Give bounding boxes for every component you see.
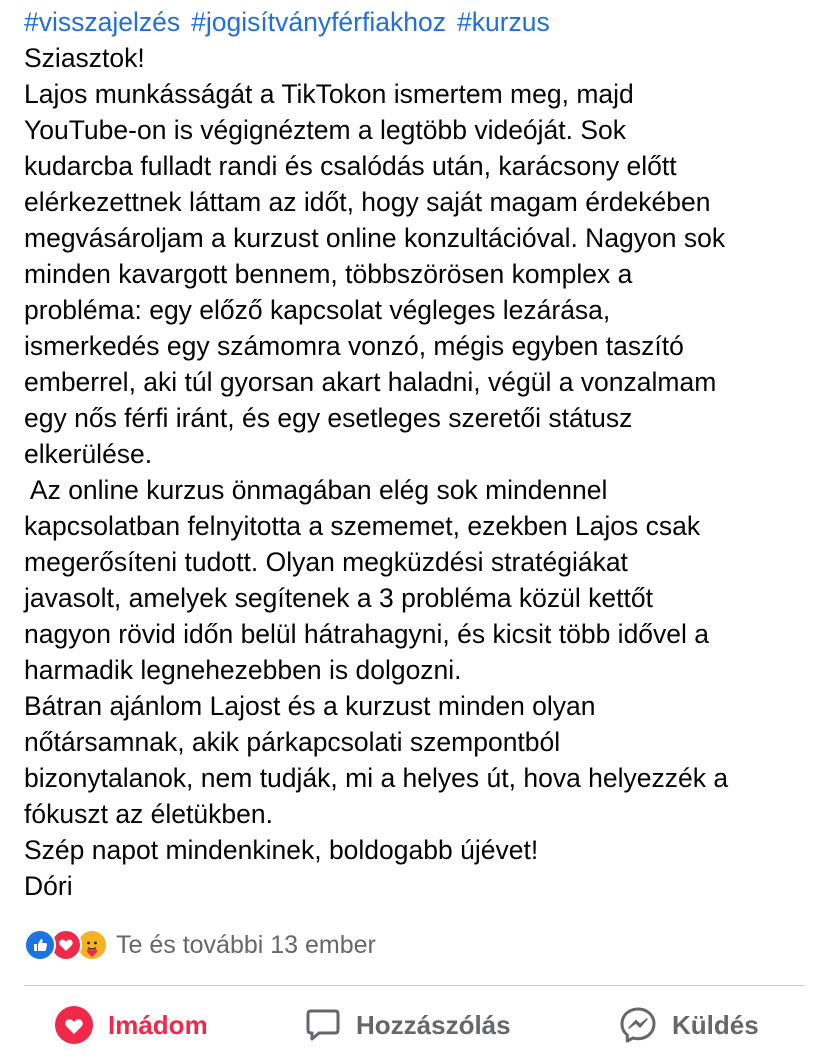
hashtag-link[interactable]: #kurzus xyxy=(456,7,550,37)
post-text-line: Az online kurzus önmagában elég sok mindennel xyxy=(24,475,608,505)
messenger-icon xyxy=(618,1005,658,1045)
post-text-line: egy nős férfi iránt, és egy esetleges szeretői státusz xyxy=(24,403,633,433)
post-text-line: emberrel, aki túl gyorsan akart haladni, végül a vonzalmam xyxy=(24,367,717,397)
post-text-line: ismerkedés egy számomra vonzó, mégis egyben taszító xyxy=(24,331,684,361)
post-text-line: harmadik legnehezebben is dolgozni. xyxy=(24,655,462,685)
post-text-line: kapcsolatban felnyitotta a szememet, ezekben Lajos csak xyxy=(24,511,701,541)
reactions-summary[interactable] xyxy=(24,927,376,963)
post-text-line: javasolt, amelyek segítenek a 3 probléma közül kettőt xyxy=(24,583,653,613)
post-text-line: elérkezettnek láttam az időt, hogy saját magam érdekében xyxy=(24,187,711,217)
post-text-line: megvásároljam a kurzust online konzultációval. Nagyon sok xyxy=(24,223,726,253)
post-text-line: elkerülése. xyxy=(24,439,153,469)
post-text xyxy=(24,40,814,904)
heart-icon xyxy=(54,1005,94,1045)
post-text-line: Sziasztok! xyxy=(24,43,145,73)
hashtag-row xyxy=(24,4,814,40)
love-reaction-button[interactable] xyxy=(54,994,208,1056)
action-bar xyxy=(24,994,805,1056)
hashtag-link[interactable]: #visszajelzés xyxy=(24,7,181,37)
reaction-count: Te és további 13 ember xyxy=(116,930,376,959)
love-reaction-label: Imádom xyxy=(108,1009,208,1040)
post-text-line: Szép napot mindenkinek, boldogabb újévet! xyxy=(24,835,539,865)
post-text-line: probléma: egy előző kapcsolat végleges lezárása, xyxy=(24,295,611,325)
post-text-line: YouTube-on is végignéztem a legtöbb videóját. Sok xyxy=(24,115,627,145)
post-content xyxy=(24,4,814,904)
comment-label: Hozzászólás xyxy=(356,1009,511,1040)
post-signature: Dóri xyxy=(24,871,73,901)
post-text-line: minden kavargott bennem, többszörösen komplex a xyxy=(24,259,633,289)
send-label: Küldés xyxy=(672,1009,759,1040)
post-text-line: megerősíteni tudott. Olyan megküzdési stratégiákat xyxy=(24,547,628,577)
like-icon xyxy=(24,929,56,961)
post-text-line: fókuszt az életükben. xyxy=(24,799,273,829)
post-text-line: kudarcba fulladt randi és csalódás után, karácsony előtt xyxy=(24,151,677,181)
post-text-line: Lajos munkásságát a TikTokon ismertem meg, majd xyxy=(24,79,634,109)
post-text-line: nagyon rövid időn belül hátrahagyni, és kicsit több idővel a xyxy=(24,619,710,649)
hashtag-link[interactable]: #jogisítványférfiakhoz xyxy=(191,7,446,37)
comment-icon xyxy=(304,1006,342,1044)
send-button[interactable] xyxy=(618,994,759,1056)
post-text-line: bizonytalanok, nem tudják, mi a helyes út, hova helyezzék a xyxy=(24,763,729,793)
post-text-line: nőtársamnak, akik párkapcsolati szempontból xyxy=(24,727,561,757)
reaction-icons xyxy=(24,929,108,961)
post-text-line: Bátran ajánlom Lajost és a kurzust minden olyan xyxy=(24,691,596,721)
divider xyxy=(24,985,805,986)
comment-button[interactable] xyxy=(304,994,511,1056)
